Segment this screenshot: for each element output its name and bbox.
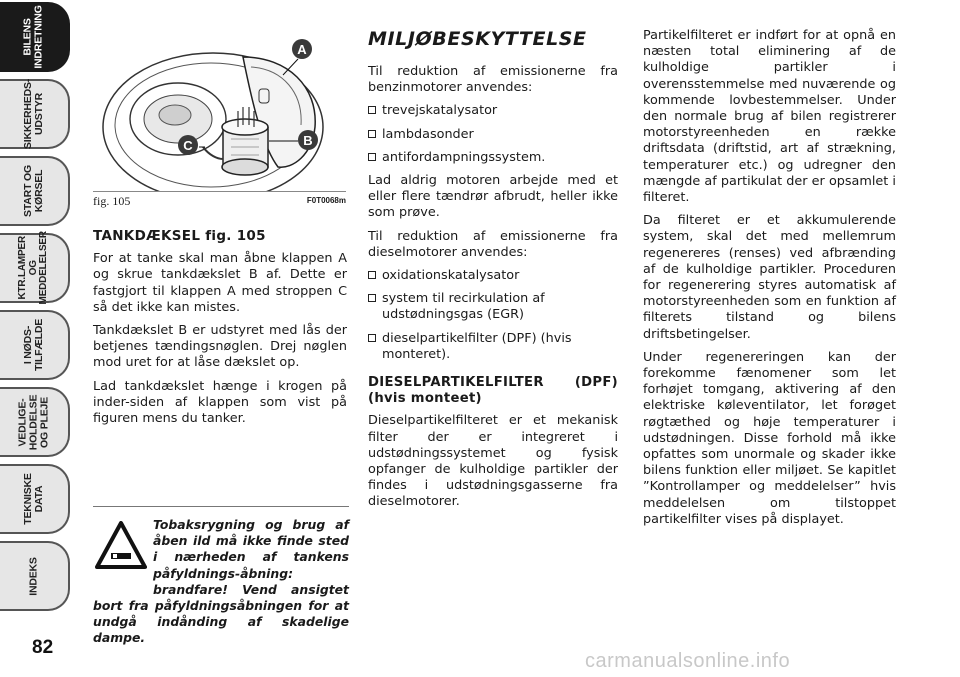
list-item: antifordampningssystem.: [368, 150, 618, 166]
callout-c: C: [183, 138, 193, 153]
tab-label: SIKKERHEDS- UDSTYR: [22, 78, 45, 150]
tab-sikkerhedsudstyr[interactable]: [0, 79, 70, 149]
section-tab-bar: [0, 0, 72, 677]
petrol-intro: Til reduktion af emissionerne fra benzinmotorer anvendes:: [368, 64, 618, 96]
tab-i-nodstilfaelde[interactable]: [0, 310, 70, 380]
tab-label: INDEKS: [27, 556, 40, 596]
tab-label: KTR.LAMPER OG MEDDELELSER: [17, 231, 50, 305]
tab-label: START OG KØRSEL: [22, 165, 45, 217]
dpf-paragraph-4: Under regenereringen kan der forekomme fænomener som let forhøjet tomgang, aktivering af den elektriske køleventilator, let forøget røgtæthed og høje temperaturer i udstødningen. Disse forhold må ikke opfattes som unormale og skader ikke bilens funktion eller miljøet. Se kapitlet ”Kontrollamper og meddelelser” hvis meddelelsen om tilstoppet partikelfilter vises på displayet.: [643, 349, 896, 527]
warning-text: Tobaksrygning og brug af åben ild må ikke finde sted i nærheden af tankens påfyldnings-åbning: brandfare! Vend ansigtet bort fra påfyldningsåbningen for at undgå indånding af skadelige dampe.: [93, 517, 349, 646]
list-item: system til recirkulation af udstødningsgas (EGR): [368, 291, 618, 323]
fire-warning: [93, 506, 349, 646]
tank-heading: TANKDÆKSEL fig. 105: [93, 228, 266, 244]
tab-label: I NØDS- TILFÆLDE: [22, 318, 45, 372]
tab-vedligeholdelse[interactable]: [0, 387, 70, 457]
petrol-list: [368, 103, 618, 166]
dpf-heading: DIESELPARTIKELFILTER (DPF) (hvis monteet): [368, 375, 618, 407]
list-item: oxidationskatalysator: [368, 268, 618, 284]
dpf-paragraph-2: Partikelfilteret er indført for at opnå en næsten total eliminering af de kulholdige partikler i overensstemmelse med nuværende og kommende lovbestemmelser. Under den normale brug af bilen registrerer motorstyreenheden en række driftsdata (driftstid, art af strækning, temperaturer etc.) og udregner den mængde af partikulat der er opsamlet i filteret.: [643, 28, 896, 206]
fuel-cap-illustration: [93, 27, 346, 191]
tank-section: [93, 228, 347, 434]
figure-number: fig. 105: [93, 194, 131, 208]
tab-tekniske-data[interactable]: [0, 464, 70, 534]
environment-heading: MILJØBESKYTTELSE: [368, 28, 587, 50]
tab-label: TEKNISKE DATA: [22, 473, 45, 525]
tab-bilens-indretning[interactable]: [0, 2, 70, 72]
tank-paragraph-3: Lad tankdækslet hænge i krogen på inder-siden af klappen som vist på figuren mens du tanker.: [93, 378, 347, 427]
tab-label: BILENS INDRETNING: [22, 5, 45, 69]
warning-text-block: [93, 517, 349, 647]
dpf-paragraph-3: Da filteret er et akkumulerende system, skal det med mellemrum regenereres (renses) ved afbrænding af de kulholdige partikler. Proceduren for regenerering styres automatisk af motorstyreenheden som en funktion af filterets tilstand og bilens driftsbetingelser.: [643, 213, 896, 342]
environment-section: [368, 28, 618, 518]
watermark: carmanualsonline.info: [585, 650, 791, 672]
dpf-continued-section: [643, 28, 896, 535]
tab-start-og-korsel[interactable]: [0, 156, 70, 226]
page-number: 82: [32, 637, 54, 658]
callout-b: B: [303, 133, 313, 148]
fuel-cap-figure: [93, 27, 346, 192]
list-item: lambdasonder: [368, 127, 618, 143]
spark-plug-note: Lad aldrig motoren arbejde med et eller flere tændrør afbrudt, heller ikke som prøve.: [368, 173, 618, 221]
dpf-paragraph-1: Dieselpartikelfilteret er et mekanisk filter der er integreret i udstødningssystemet og fysisk opfanger de kulholdige partikler der findes i udstødningsgasserne fra dieselmotorer.: [368, 413, 618, 510]
figure-code: F0T0068m: [306, 196, 346, 205]
list-item: dieselpartikelfilter (DPF) (hvis monteret).: [368, 331, 618, 363]
figure-caption: [93, 194, 346, 210]
tank-paragraph-2: Tankdækslet B er udstyret med lås der betjenes tændingsnøglen. Drej nøglen mod uret for at låse dækslet op.: [93, 323, 347, 371]
diesel-intro: Til reduktion af emissionerne fra dieselmotorer anvendes:: [368, 228, 618, 260]
tab-kontrollamper[interactable]: [0, 233, 70, 303]
diesel-list: [368, 268, 618, 363]
list-item: trevejskatalysator: [368, 103, 618, 119]
callout-a: A: [297, 42, 307, 57]
tab-label: VEDLIGE- HOLDELSE OG PLEJE: [16, 394, 51, 450]
tab-indeks[interactable]: [0, 541, 70, 611]
tank-paragraph-1: For at tanke skal man åbne klappen A og skrue tankdækslet B af. Dette er fastgjort til klappen A med stroppen C så det ikke kan mistes.: [93, 251, 347, 315]
